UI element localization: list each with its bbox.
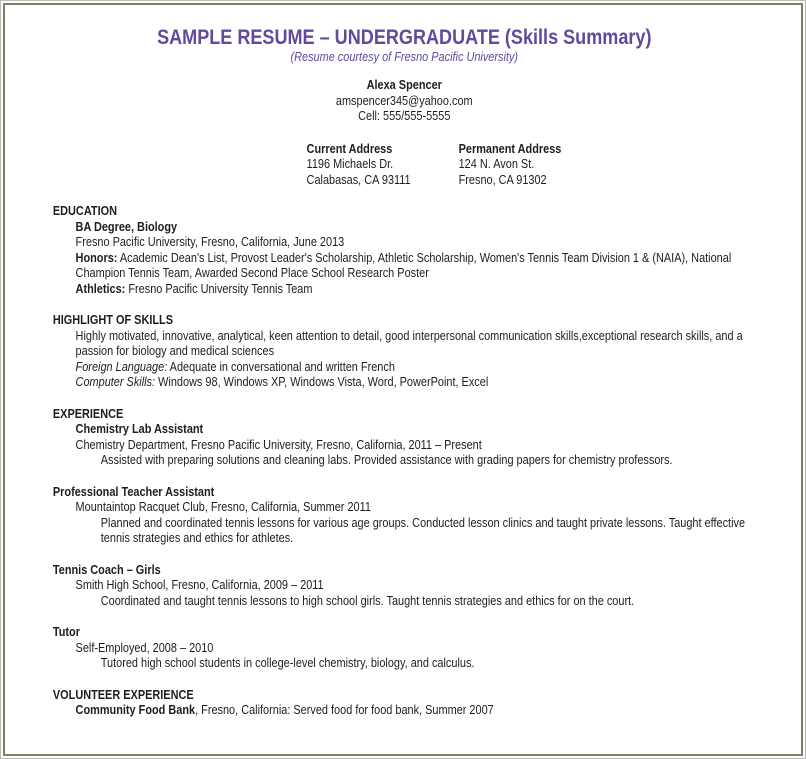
education-athletics <box>76 281 756 297</box>
section-volunteer <box>53 687 756 718</box>
permanent-address <box>459 141 611 188</box>
job-description: Planned and coordinated tennis lessons for various age groups. Conducted lesson clinics and taught private lessons. Taught effective tennis strategies and ethics for athletes. <box>100 514 746 545</box>
job-title: Tutor <box>52 624 80 639</box>
job-title: Chemistry Lab Assistant <box>75 421 204 436</box>
job-org: Chemistry Department, Fresno Pacific University, Fresno, California, 2011 – Present <box>75 436 482 452</box>
skills-heading: HIGHLIGHT OF SKILLS <box>52 312 173 327</box>
job-title: Professional Teacher Assistant <box>52 483 215 499</box>
education-honors <box>76 250 756 281</box>
job-tennis-coach-girls <box>53 562 756 609</box>
experience-heading: EXPERIENCE <box>52 405 124 421</box>
honors-text: Academic Dean's List, Provost Leader's Scholarship, Athletic Scholarship, Women's Tennis Team Division 1 & (NAIA), National Champion Tennis Team, Awarded Second Place School Research Poster <box>75 249 732 280</box>
current-address-label: Current Address <box>306 140 393 156</box>
current-address-line2: Calabasas, CA 93111 <box>306 171 411 187</box>
job-tutor <box>53 624 756 671</box>
job-description: Coordinated and taught tennis lessons to high school girls. Taught tennis strategies and ethics for on the court. <box>100 592 635 608</box>
computer-skills-text: Windows 98, Windows XP, Windows Vista, Word, PowerPoint, Excel <box>155 374 489 389</box>
athletics-label: Athletics: <box>75 280 126 296</box>
foreign-language-label: Foreign Language: <box>75 358 168 374</box>
job-description: Tutored high school students in college-level chemistry, biology, and calculus. <box>100 655 475 670</box>
job-description: Assisted with preparing solutions and cleaning labs. Provided assistance with grading papers for chemistry professors. <box>100 452 673 467</box>
addresses-block <box>307 141 756 188</box>
permanent-address-line2: Fresno, CA 91302 <box>458 171 547 187</box>
volunteer-org-label: Community Food Bank <box>75 702 196 717</box>
contact-block <box>53 77 756 124</box>
current-address <box>307 141 459 188</box>
page-title: SAMPLE RESUME – UNDERGRADUATE (Skills Summary) <box>157 25 652 49</box>
athletics-text: Fresno Pacific University Tennis Team <box>125 280 313 296</box>
contact-name: Alexa Spencer <box>366 77 442 92</box>
permanent-address-label: Permanent Address <box>458 140 562 156</box>
contact-email: amspencer345@yahoo.com <box>335 92 473 108</box>
job-professional-teacher-assistant <box>53 484 756 546</box>
section-education <box>53 203 756 296</box>
section-skills <box>53 312 756 390</box>
volunteer-org-text: , Fresno, California: Served food for food bank, Summer 2007 <box>195 702 494 717</box>
job-org: Smith High School, Fresno, California, 2009 – 2011 <box>75 577 324 592</box>
page-subtitle: (Resume courtesy of Fresno Pacific University) <box>290 49 519 64</box>
education-heading: EDUCATION <box>52 203 117 218</box>
foreign-language-text: Adequate in conversational and written French <box>167 358 395 374</box>
job-chemistry-lab-assistant <box>53 421 756 468</box>
contact-cell: Cell: 555/555-5555 <box>358 108 451 123</box>
volunteer-entry <box>76 702 756 718</box>
education-degree: BA Degree, Biology <box>75 218 178 234</box>
job-org: Self-Employed, 2008 – 2010 <box>75 639 214 655</box>
honors-label: Honors: <box>75 249 118 265</box>
education-school: Fresno Pacific University, Fresno, California, June 2013 <box>75 234 345 249</box>
job-org: Mountaintop Racquet Club, Fresno, California, Summer 2011 <box>75 499 371 514</box>
document-body <box>5 5 801 718</box>
computer-skills-label: Computer Skills: <box>75 374 156 389</box>
skills-foreign-language <box>76 359 756 375</box>
skills-summary: Highly motivated, innovative, analytical, keen attention to detail, good interpersonal communication skills,exceptional research skills, and a passion for biology and medical sciences <box>75 327 743 358</box>
page-border <box>3 3 803 756</box>
skills-computer <box>76 374 756 390</box>
job-title: Tennis Coach – Girls <box>52 561 161 577</box>
section-experience <box>53 406 756 671</box>
current-address-line1: 1196 Michaels Dr. <box>306 156 394 171</box>
volunteer-heading: VOLUNTEER EXPERIENCE <box>52 686 194 702</box>
permanent-address-line1: 124 N. Avon St. <box>458 156 535 171</box>
